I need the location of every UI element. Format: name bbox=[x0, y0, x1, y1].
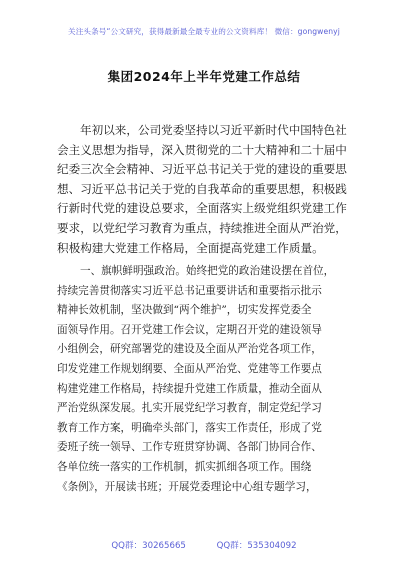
paragraph-section-one bbox=[57, 262, 357, 497]
text-line: 教育工作方案，明确牵头部门，落实工作责任，形成了党 bbox=[57, 421, 322, 434]
text-line: 构建党建工作格局，持续提升党建工作质量，推动全面从 bbox=[57, 382, 322, 395]
text-line: 积极构建大党建工作格局，全面提高党建工作质量。 bbox=[57, 240, 324, 255]
footer-qq-group-1: QQ群：30265665 bbox=[111, 541, 186, 551]
text-line: 纪委三次全会精神、习近平总书记关于党的建设的重要思 bbox=[57, 162, 347, 177]
header-banner: 关注头条号“公文研究，获得最新最全最专业的公文资料库！ 微信：gongwenyj bbox=[68, 27, 340, 36]
text-line: 会主义思想为指导，深入贯彻党的二十大精神和二十届中 bbox=[57, 142, 347, 157]
text-line: 《条例》，开展读书班；开展党委理论中心组专题学习， bbox=[57, 480, 317, 493]
text-line: 要求，以党纪学习教育为重点，持续推进全面从严治党， bbox=[57, 220, 347, 235]
text-line: 年初以来，公司党委坚持以习近平新时代中国特色社 bbox=[80, 123, 347, 137]
text-line: 小组例会，研究部署党的建设及全面从严治党各项工作， bbox=[57, 343, 322, 356]
text-line: 印发党建工作规划纲要、全面从严治党、党建等工作要点 bbox=[57, 362, 322, 375]
footer-qq-group-2: QQ群：535304092 bbox=[216, 541, 297, 551]
footer-contacts bbox=[0, 539, 408, 551]
text-line: 精神长效机制，坚决做到“两个维护”，切实发挥党委全 bbox=[57, 304, 312, 317]
text-line: 行新时代党的建设总要求，全面落实上级党组织党建工作 bbox=[57, 201, 347, 216]
text-line: 严治党纵深发展。扎实开展党纪学习教育，制定党纪学习 bbox=[57, 402, 322, 415]
document-title: 集团2024年上半年党建工作总结 bbox=[107, 69, 301, 84]
text-line: 一、旗帜鲜明强政治。始终把党的政治建设摆在首位， bbox=[80, 265, 335, 277]
text-line: 各单位统一落实的工作机制，抓实抓细各项工作。围绕 bbox=[57, 460, 312, 473]
paragraph-intro bbox=[57, 121, 357, 258]
text-line: 想、习近平总书记关于党的自我革命的重要思想，积极践 bbox=[57, 181, 347, 196]
text-line: 委班子统一领导、工作专班贯穿协调、各部门协同合作、 bbox=[57, 441, 322, 454]
text-line: 持续完善贯彻落实习近平总书记重要讲话和重要指示批示 bbox=[57, 284, 322, 297]
text-line: 面领导作用。召开党建工作会议，定期召开党的建设领导 bbox=[57, 323, 322, 336]
